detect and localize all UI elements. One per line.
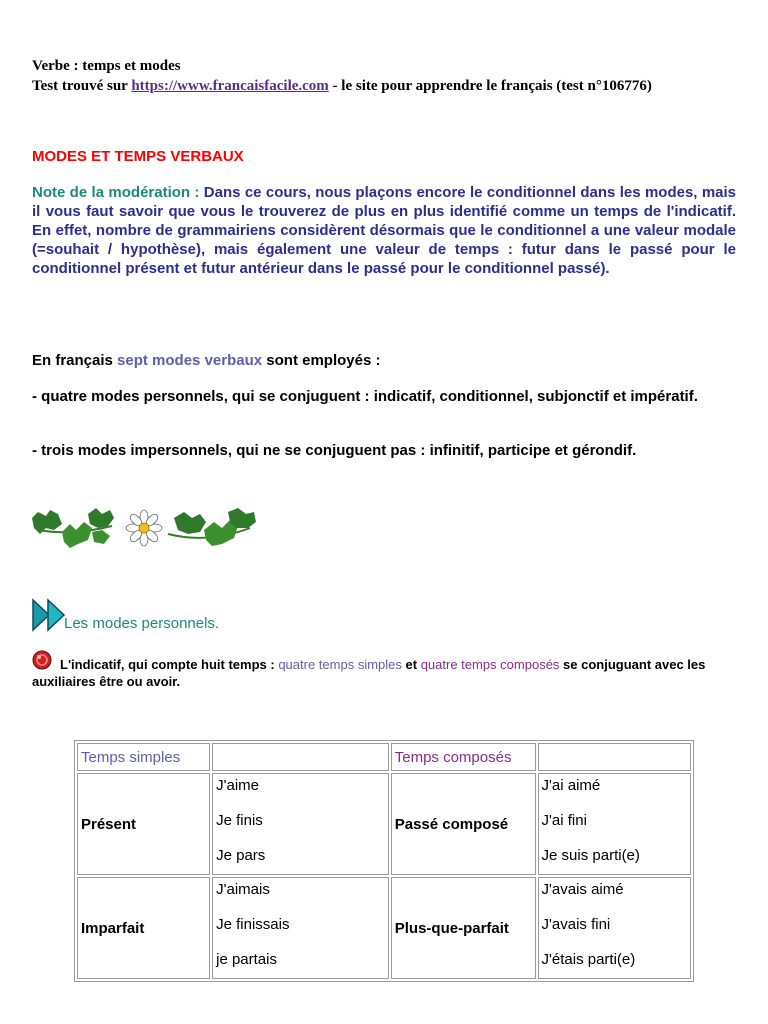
form-example: J'aimais [216,881,270,898]
header-simple: Temps simples [77,743,210,771]
indicatif-simples: quatre temps simples [278,657,402,672]
moderation-note [32,183,736,278]
leaves-flower-divider-icon [28,504,260,560]
compose-tense-label: Plus-que-parfait [391,877,536,979]
header-source [32,76,652,96]
form-example: Je suis parti(e) [541,847,640,864]
simple-tense-forms [212,773,389,875]
table-row [77,877,691,979]
simple-tense-label: Présent [77,773,210,875]
header-empty-cell [538,743,691,771]
intro-prefix: En français [32,352,118,369]
personnels-paragraph: - quatre modes personnels, qui se conjuguent : indicatif, conditionnel, subjonctif et impératif. [32,388,698,405]
double-arrow-icon [32,598,66,632]
impersonnels-paragraph: - trois modes impersonnels, qui ne se conjuguent pas : infinitif, participe et gérondif. [32,442,637,459]
intro-paragraph [32,351,722,370]
indicatif-suffix: se conjuguant avec les auxiliaires être ou avoir. [32,657,706,689]
form-example: J'ai fini [541,812,587,829]
header-source-prefix: Test trouvé sur [32,78,132,94]
note-text: Dans ce cours, nous plaçons encore le conditionnel dans les modes, mais il vous faut savoir que vous le trouverez de plus en plus identifié comme un temps de l'indicatif. En effet, nombre de grammairiens considèrent désormais que le conditionnel a une valeur modale (=souhait / hypothèse), mais également une valeur de temps : futur dans le passé pour le conditionnel présent et futur antérieur dans le passé pour le conditionnel passé). [32,184,737,277]
form-example: J'avais fini [541,916,611,933]
header-empty-cell [212,743,389,771]
table-header-row [77,743,691,771]
form-example: Je finissais [216,916,290,933]
page-title: MODES ET TEMPS VERBAUX [32,148,244,165]
form-example: J'étais parti(e) [541,951,636,968]
form-example: J'ai aimé [541,777,601,794]
compose-tense-forms [538,877,691,979]
section-title: Les modes personnels. [64,615,220,632]
table-row [77,773,691,875]
simple-tense-label: Imparfait [77,877,210,979]
document-header [32,56,652,96]
compose-tense-forms [538,773,691,875]
indicatif-prefix: L'indicatif, qui compte huit temps : [60,657,279,672]
tenses-table [74,740,694,982]
form-example: J'avais aimé [541,881,624,898]
indicatif-composes: quatre temps composés [420,657,560,672]
header-compose: Temps composés [391,743,536,771]
form-example: Je pars [216,847,266,864]
header-source-suffix: - le site pour apprendre le français (test n°106776) [328,78,652,94]
compose-tense-label: Passé composé [391,773,536,875]
intro-highlight: sept modes verbaux [117,352,263,369]
header-title: Verbe : temps et modes [32,58,181,74]
form-example: J'aime [216,777,259,794]
indicatif-and: et [401,657,421,672]
form-example: je partais [216,951,277,968]
note-label: Note de la modération : [32,184,204,201]
source-link[interactable]: https://www.francaisfacile.com [131,78,329,94]
simple-tense-forms [212,877,389,979]
indicatif-paragraph [32,656,722,690]
form-example: Je finis [216,812,263,829]
intro-suffix: sont employés : [262,352,381,369]
